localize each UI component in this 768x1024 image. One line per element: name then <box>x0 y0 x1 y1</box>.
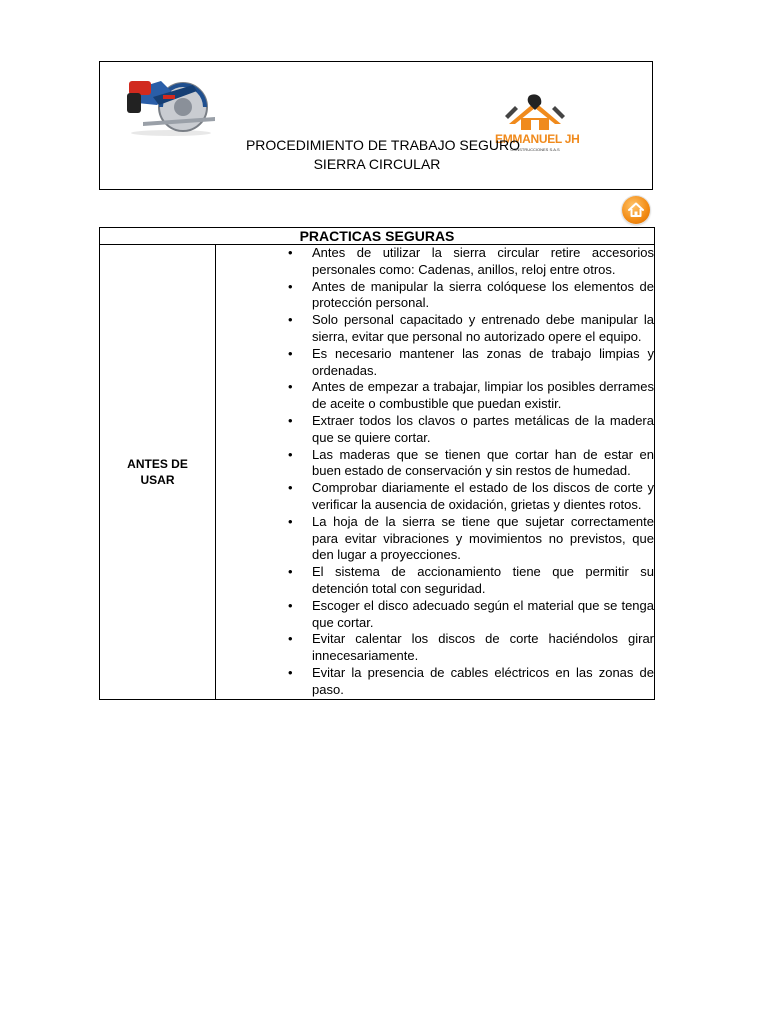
list-item: • Escoger el disco adecuado según el material que se tenga que cortar. <box>312 598 654 632</box>
list-item: • Evitar calentar los discos de corte haciéndolos girar innecesariamente. <box>312 631 654 665</box>
list-item: • Antes de manipular la sierra colóquese los elementos de protección personal. <box>312 279 654 313</box>
document-title: PROCEDIMIENTO DE TRABAJO SEGURO <box>245 137 521 153</box>
list-item: • El sistema de accionamiento tiene que permitir su detención total con seguridad. <box>312 564 654 598</box>
list-item: • Evitar la presencia de cables eléctricos en las zonas de paso. <box>312 665 654 699</box>
list-item: • Es necesario mantener las zonas de trabajo limpias y ordenadas. <box>312 346 654 380</box>
list-item: • Antes de utilizar la sierra circular retire accesorios personales como: Cadenas, anillos, reloj entre otros. <box>312 245 654 279</box>
document-header <box>99 61 653 190</box>
table-row <box>100 245 655 700</box>
list-item: • Solo personal capacitado y entrenado debe manipular la sierra, evitar que personal no autorizado opere el equipo. <box>312 312 654 346</box>
document-subtitle: SIERRA CIRCULAR <box>313 156 441 172</box>
practices-list <box>216 245 654 699</box>
safe-practices-table <box>99 227 655 700</box>
list-item: • Antes de empezar a trabajar, limpiar los posibles derrames de aceite o combustible que puedan existir. <box>312 379 654 413</box>
home-icon <box>627 201 645 219</box>
list-item: • Extraer todos los clavos o partes metálicas de la madera que se quiere cortar. <box>312 413 654 447</box>
phase-label: ANTES DE USAR <box>100 245 216 700</box>
section-title: PRACTICAS SEGURAS <box>100 228 655 245</box>
list-item: • Las maderas que se tienen que cortar han de estar en buen estado de conservación y sin restos de humedad. <box>312 447 654 481</box>
practices-cell <box>216 245 655 700</box>
house-tools-icon <box>495 94 575 134</box>
logo-brand-text: EMMANUEL JH <box>495 132 580 146</box>
list-item: • Comprobar diariamente el estado de los discos de corte y verificar la ausencia de oxidación, grietas y dientes rotos. <box>312 480 654 514</box>
home-button[interactable] <box>622 196 650 224</box>
logo-sub-text: CONSTRUCCIONES S.A.S <box>510 147 560 152</box>
circular-saw-image <box>123 67 223 137</box>
list-item: • La hoja de la sierra se tiene que sujetar correctamente para evitar vibraciones y movimientos no previstos, que den lugar a proyecciones. <box>312 514 654 564</box>
